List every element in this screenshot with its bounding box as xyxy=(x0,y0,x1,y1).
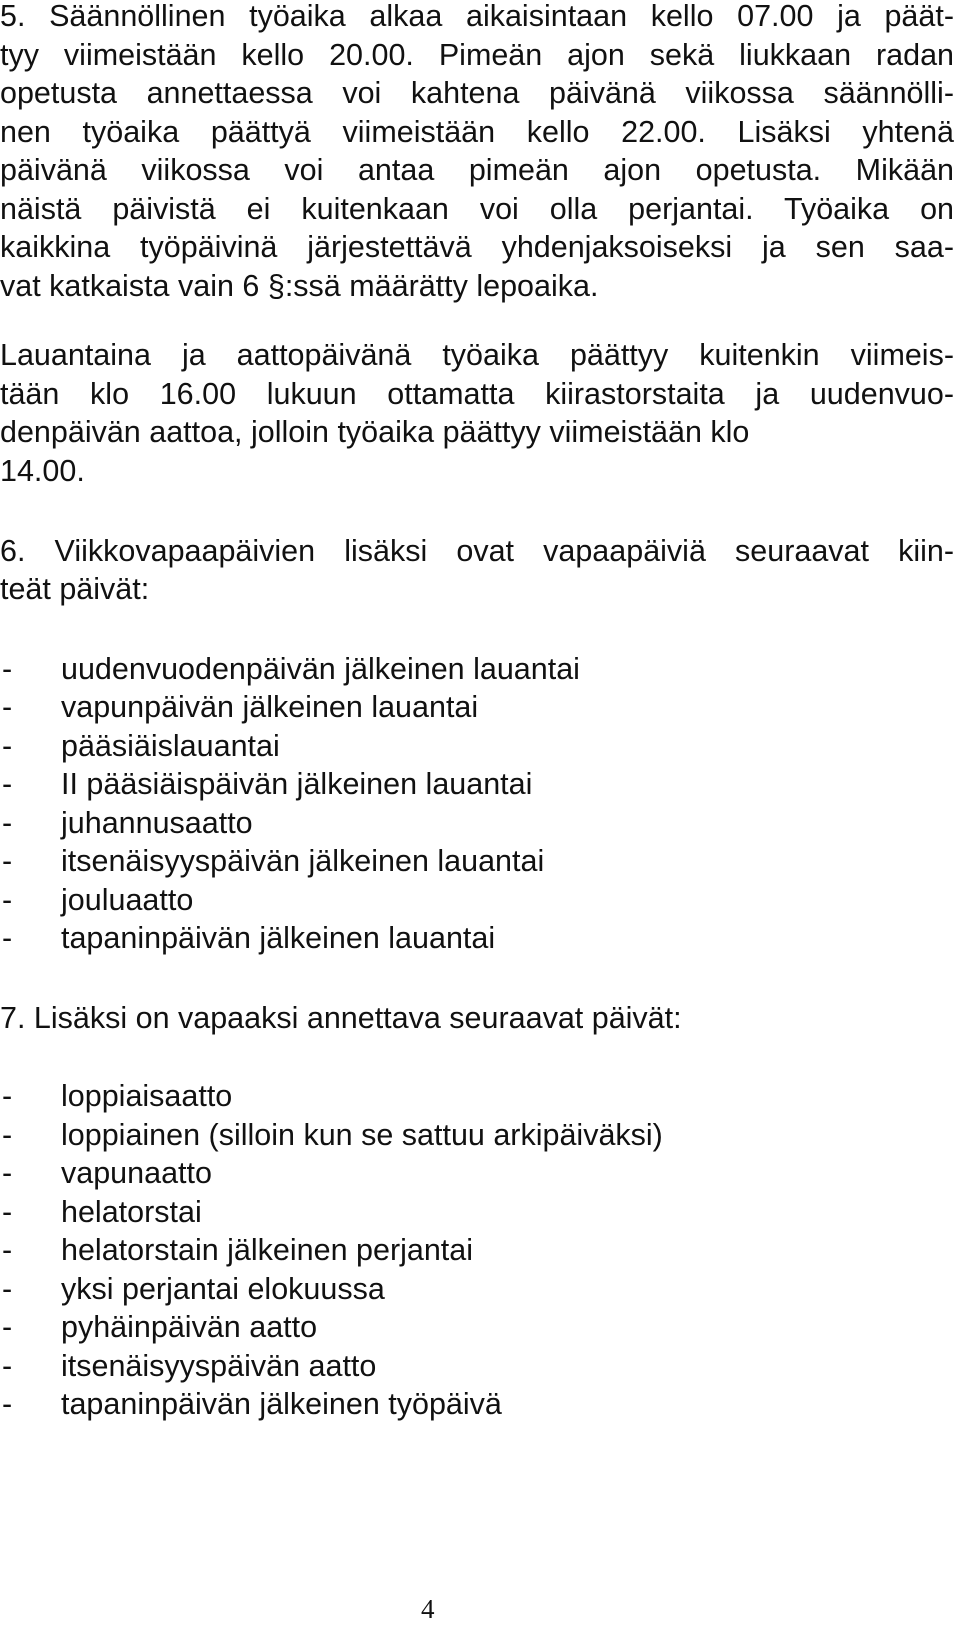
list-item-text: tapaninpäivän jälkeinen työpäivä xyxy=(61,1387,502,1421)
para5-line: opetusta annettaessa voi kahtena päivänä viikossa säännölli- xyxy=(0,76,954,110)
list-dash: - xyxy=(2,767,13,801)
list-dash: - xyxy=(2,1272,13,1306)
para5-line: vat katkaista vain 6 §:ssä määrätty lepoaika. xyxy=(0,269,599,303)
para6-line: 6. Viikkovapaapäivien lisäksi ovat vapaapäiviä seuraavat kiin- xyxy=(0,534,954,568)
page-number: 4 xyxy=(421,1594,435,1624)
list-dash: - xyxy=(2,1387,13,1421)
list-dash: - xyxy=(2,806,13,840)
list-dash: - xyxy=(2,1233,13,1267)
para5-line: näistä päivistä ei kuitenkaan voi olla perjantai. Työaika on xyxy=(0,192,954,226)
para5-line: kaikkina työpäivinä järjestettävä yhdenjaksoiseksi ja sen saa- xyxy=(0,230,954,264)
saturday-line: 14.00. xyxy=(0,454,85,488)
paragraph-7-heading: 7. Lisäksi on vapaaksi annettava seuraavat päivät: xyxy=(0,1001,682,1035)
list-dash: - xyxy=(2,652,13,686)
list-item-text: vapunaatto xyxy=(61,1156,212,1190)
list-item-text: itsenäisyyspäivän aatto xyxy=(61,1349,377,1383)
saturday-line: denpäivän aattoa, jolloin työaika päättyy viimeistään klo xyxy=(0,415,750,449)
para5-line: tyy viimeistään kello 20.00. Pimeän ajon sekä liukkaan radan xyxy=(0,38,954,72)
list-dash: - xyxy=(2,844,13,878)
list-item-text: jouluaatto xyxy=(61,883,194,917)
list-item-text: loppiaisaatto xyxy=(61,1079,233,1113)
list-item-text: yksi perjantai elokuussa xyxy=(61,1272,385,1306)
saturday-line: tään klo 16.00 lukuun ottamatta kiirastorstaita ja uudenvuo- xyxy=(0,377,954,411)
list-item-text: uudenvuodenpäivän jälkeinen lauantai xyxy=(61,652,580,686)
para5-line: päivänä viikossa voi antaa pimeän ajon opetusta. Mikään xyxy=(0,153,954,187)
list-dash: - xyxy=(2,1310,13,1344)
list-item-text: loppiainen (silloin kun se sattuu arkipäiväksi) xyxy=(61,1118,663,1152)
list-dash: - xyxy=(2,1118,13,1152)
list-item-text: pääsiäislauantai xyxy=(61,729,280,763)
list-dash: - xyxy=(2,690,13,724)
list-dash: - xyxy=(2,921,13,955)
para6-line: teät päivät: xyxy=(0,572,150,606)
list-dash: - xyxy=(2,729,13,763)
list-item-text: II pääsiäispäivän jälkeinen lauantai xyxy=(61,767,533,801)
para5-line: 5. Säännöllinen työaika alkaa aikaisintaan kello 07.00 ja päät- xyxy=(0,0,954,33)
list-dash: - xyxy=(2,1156,13,1190)
list-item-text: helatorstain jälkeinen perjantai xyxy=(61,1233,474,1267)
list-dash: - xyxy=(2,883,13,917)
list-dash: - xyxy=(2,1195,13,1229)
list-item-text: itsenäisyyspäivän jälkeinen lauantai xyxy=(61,844,545,878)
list-item-text: pyhäinpäivän aatto xyxy=(61,1310,318,1344)
list-dash: - xyxy=(2,1079,13,1113)
para5-line: nen työaika päättyä viimeistään kello 22.00. Lisäksi yhtenä xyxy=(0,115,954,149)
list-item-text: juhannusaatto xyxy=(61,806,253,840)
list-item-text: tapaninpäivän jälkeinen lauantai xyxy=(61,921,496,955)
list-item-text: vapunpäivän jälkeinen lauantai xyxy=(61,690,479,724)
list-dash: - xyxy=(2,1349,13,1383)
list-item-text: helatorstai xyxy=(61,1195,202,1229)
saturday-line: Lauantaina ja aattopäivänä työaika päättyy kuitenkin viimeis- xyxy=(0,338,954,372)
